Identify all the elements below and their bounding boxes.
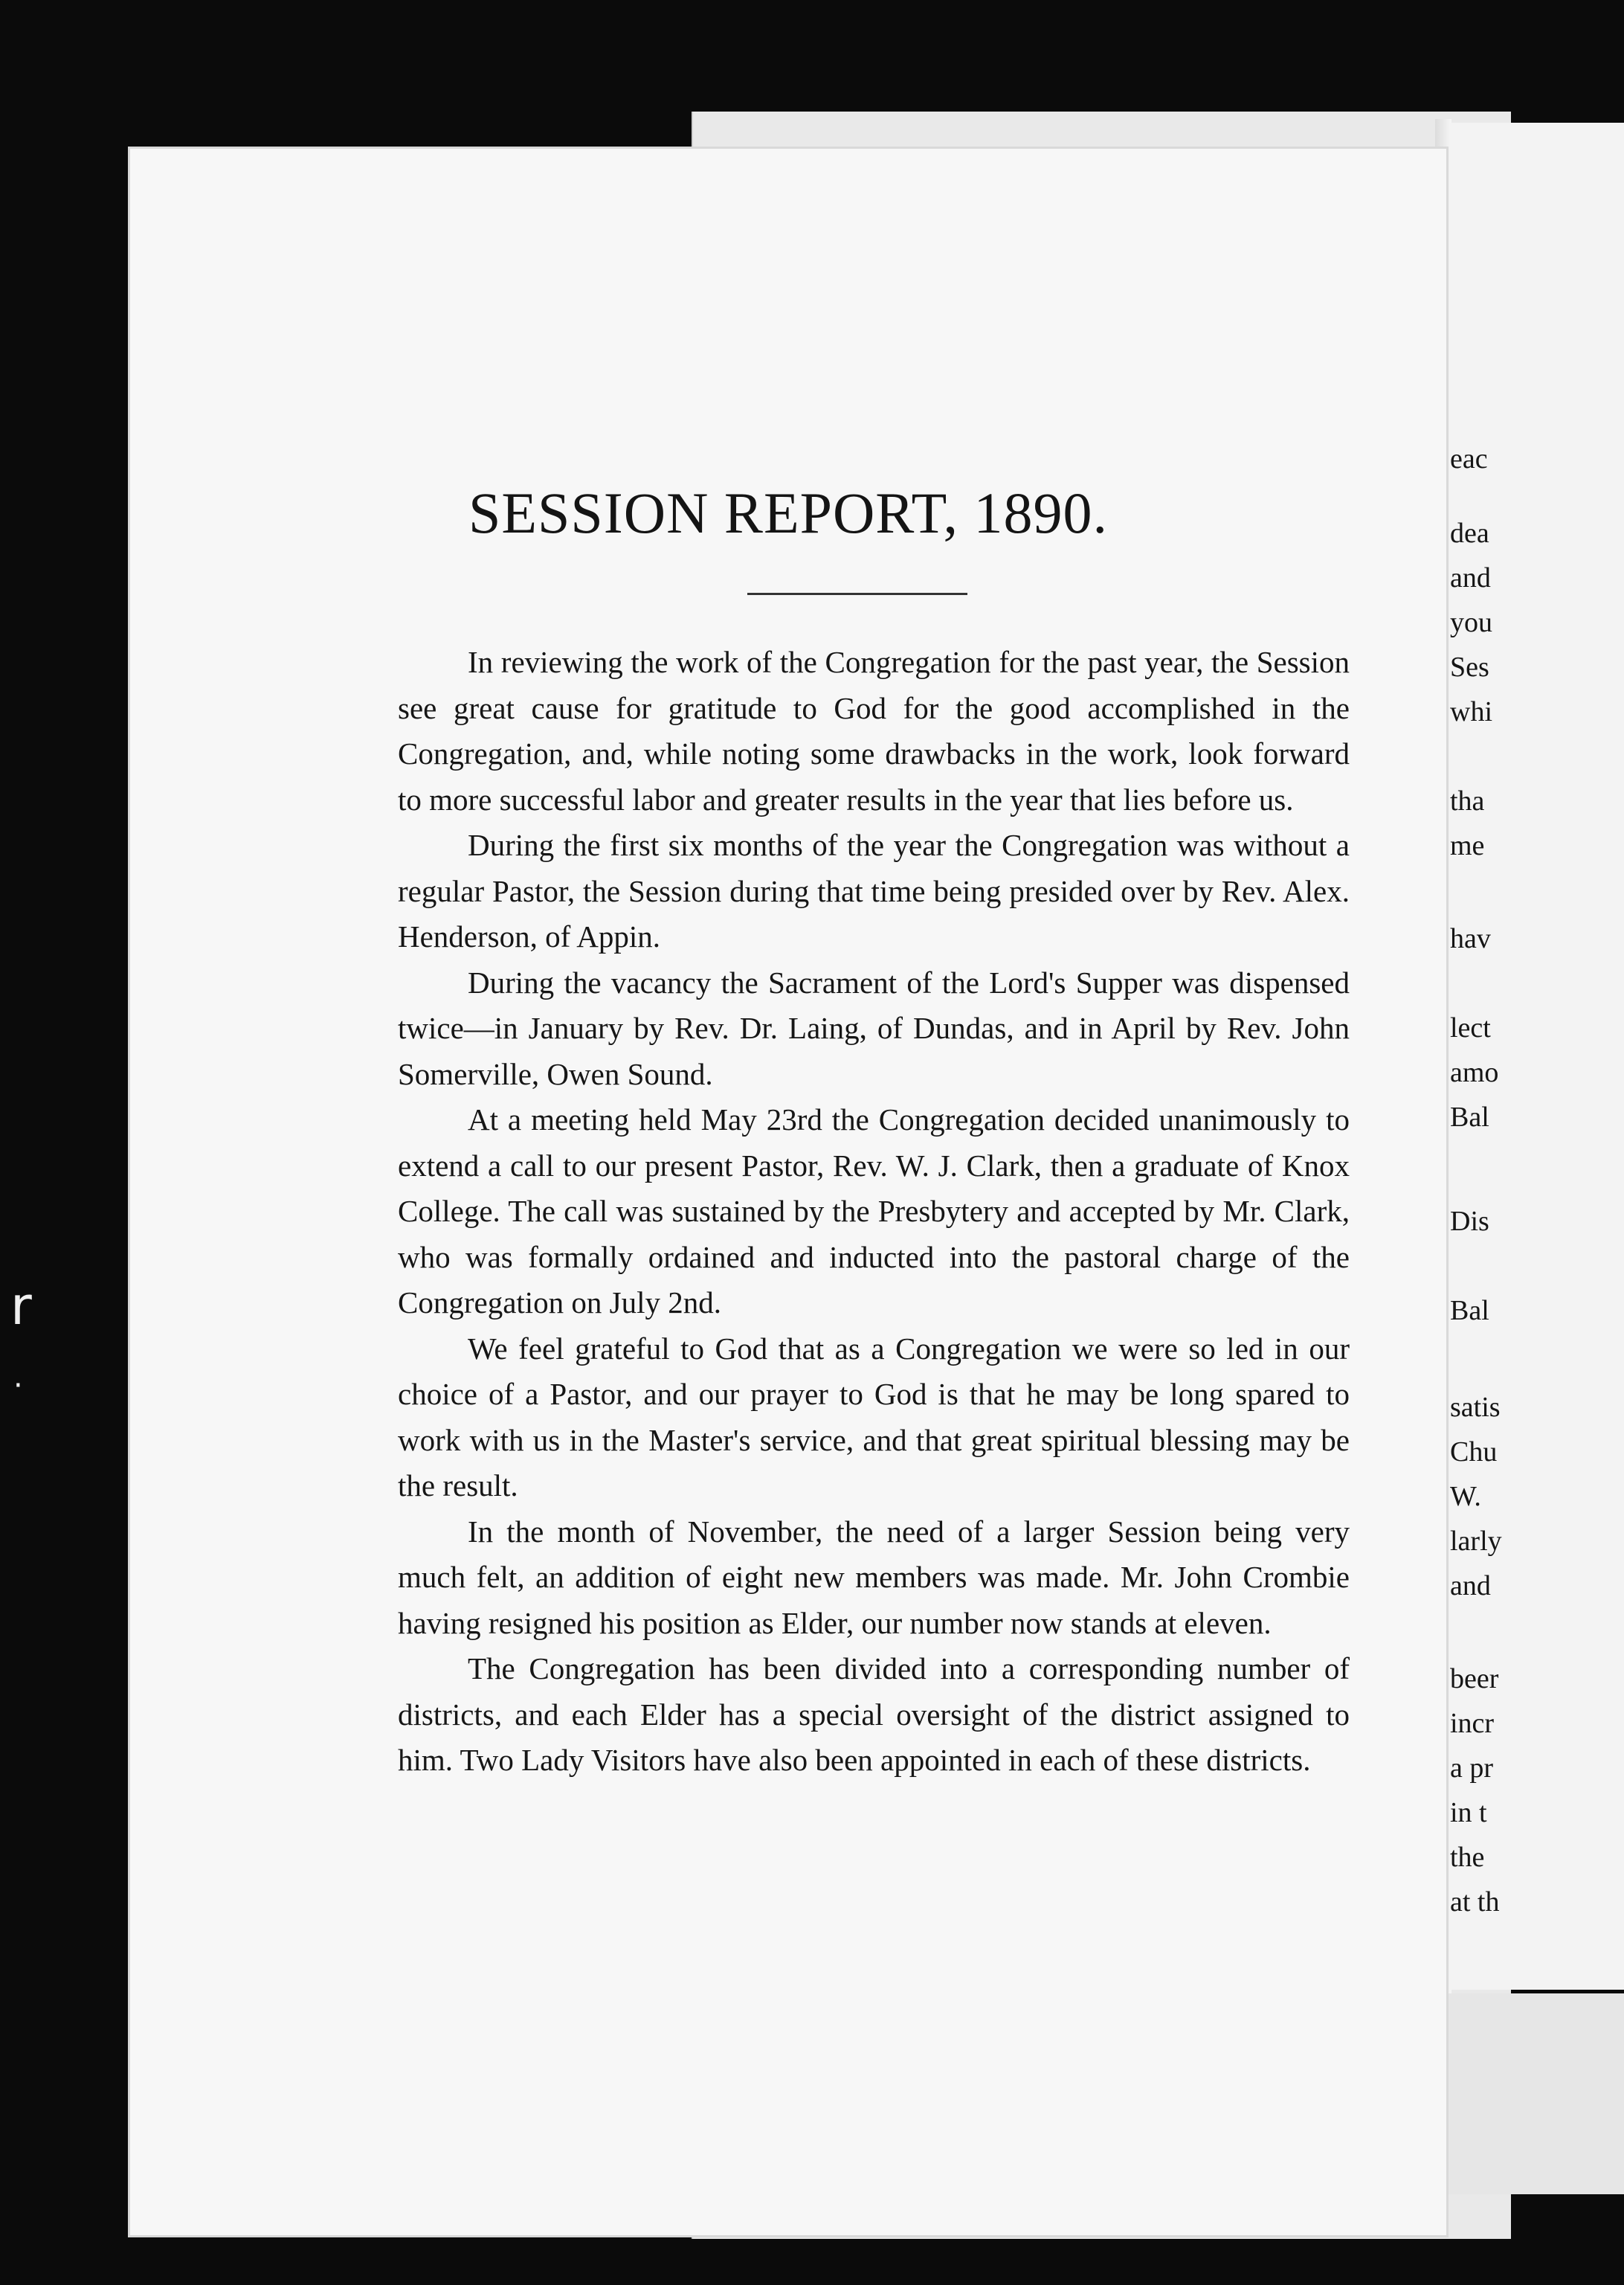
fragment: hav	[1450, 923, 1491, 954]
fragment: you	[1450, 607, 1492, 638]
fragment: Dis	[1450, 1206, 1489, 1237]
fragment: Bal	[1450, 1102, 1489, 1133]
fragment: satis	[1450, 1392, 1501, 1423]
document-page	[130, 149, 1446, 2235]
fragment: in t	[1450, 1797, 1487, 1828]
paragraph: We feel grateful to God that as a Congregation we were so led in our choice of a Pastor, and our prayer to God is that he may be long spared to work with us in the Master's service, and that great spiritual blessing may be the result.	[398, 1331, 1350, 1503]
fragment: Ses	[1450, 652, 1489, 683]
fragment: me	[1450, 830, 1485, 861]
fragment: beer	[1450, 1663, 1499, 1694]
fragment: and	[1450, 562, 1491, 594]
fragment: Bal	[1450, 1295, 1489, 1326]
paragraph: During the first six months of the year the Congregation was without a regular Pastor, the Session during that time being presided over by Rev. Alex. Henderson, of Appin.	[398, 828, 1350, 954]
fragment: at th	[1450, 1886, 1500, 1918]
margin-mark: r	[10, 1276, 32, 1337]
fragment: dea	[1450, 518, 1489, 549]
paragraph: During the vacancy the Sacrament of the Lord's Supper was dispensed twice—in January by Rev. Dr. Laing, of Dundas, and in April by Rev. John Somerville, Owen Sound.	[398, 965, 1350, 1091]
fragment: and	[1450, 1570, 1491, 1601]
margin-dot: ·	[13, 1369, 23, 1403]
fragment: amo	[1450, 1057, 1499, 1088]
title-divider	[747, 593, 967, 595]
paragraph: The Congregation has been divided into a corresponding number of districts, and each Elder has a special oversight of the district assigned to him. Two Lady Visitors have also been appointed in each of these districts.	[398, 1651, 1350, 1777]
fragment: lect	[1450, 1012, 1491, 1044]
adjacent-page	[1450, 123, 1624, 1990]
paragraph: In reviewing the work of the Congregation for the past year, the Session see great cause for gratitude to God for the good accomplished in the Congregation, and, while noting some drawbacks in the work, look forward to more successful labor and greater results in the year that lies before us.	[398, 645, 1350, 817]
paragraph: In the month of November, the need of a larger Session being very much felt, an addition of eight new members was made. Mr. John Crombie having resigned his position as Elder, our number now stands at eleven.	[398, 1514, 1350, 1640]
report-body	[398, 640, 1350, 1784]
fragment: W.	[1450, 1481, 1481, 1512]
fragment: whi	[1450, 696, 1492, 727]
paragraph: At a meeting held May 23rd the Congregation decided unanimously to extend a call to our present Pastor, Rev. W. J. Clark, then a graduate of Knox College. The call was sustained by the Presbytery and accepted by Mr. Clark, who was formally ordained and inducted into the pastoral charge of the Congregation on July 2nd.	[398, 1102, 1350, 1320]
fragment: incr	[1450, 1708, 1495, 1739]
fragment: the	[1450, 1842, 1485, 1873]
fragment: a pr	[1450, 1752, 1494, 1784]
page-title: SESSION REPORT, 1890.	[468, 481, 1108, 545]
fragment: larly	[1450, 1526, 1502, 1557]
fragment: eac	[1450, 443, 1488, 475]
fragment: tha	[1450, 785, 1485, 817]
fragment: Chu	[1450, 1436, 1498, 1468]
